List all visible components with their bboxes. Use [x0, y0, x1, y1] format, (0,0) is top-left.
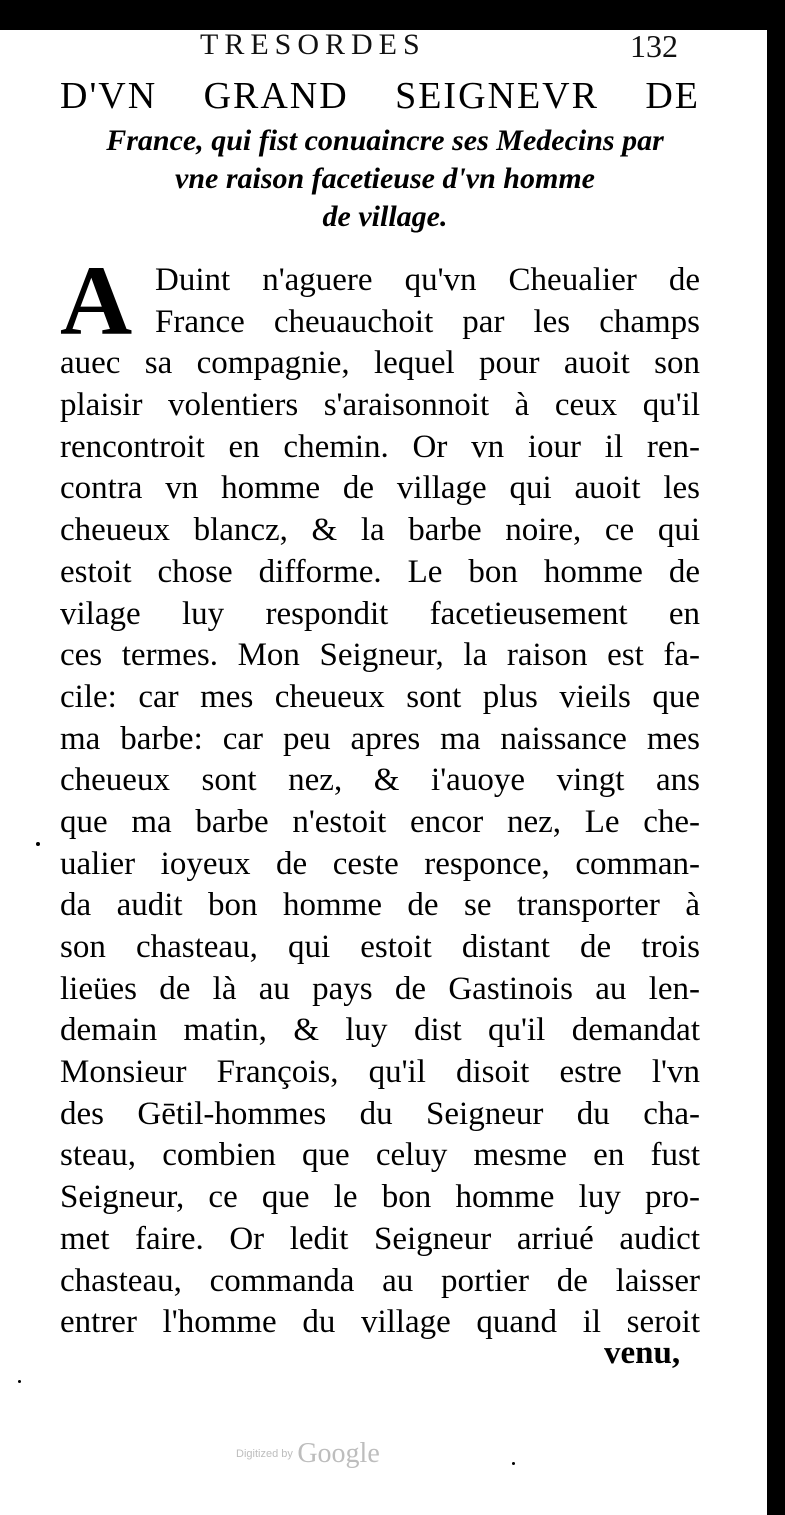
- digitization-watermark: [236, 1438, 380, 1470]
- text-line: cheueux sont nez, & i'auoye vingt ans: [60, 762, 700, 799]
- text-line: lieües de là au pays de Gastinois au len-: [60, 970, 700, 1007]
- ink-speck: [36, 842, 40, 846]
- watermark-prefix: Digitized by: [236, 1448, 293, 1460]
- text-line: estoit chose difforme. Le bon homme de: [60, 553, 700, 590]
- text-line: steau, combien que celuy mesme en fust: [60, 1137, 700, 1174]
- text-line: Duint n'aguere qu'vn Cheualier de: [155, 262, 700, 298]
- text-line: rencontroit en chemin. Or vn iour il ren-: [60, 428, 700, 465]
- chapter-title: D'VN GRAND SEIGNEVR DE: [60, 75, 700, 117]
- text-line: ma barbe: car peu apres ma naissance mes: [60, 720, 700, 757]
- running-head: TRESORDES: [200, 28, 426, 61]
- scan-top-border: [0, 0, 785, 30]
- text-line: auec sa compagnie, lequel pour auoit son: [60, 345, 700, 382]
- text-line: da audit bon homme de se transporter à: [60, 887, 700, 924]
- ink-speck: [512, 1462, 515, 1465]
- text-line: que ma barbe n'estoit encor nez, Le che-: [60, 803, 700, 840]
- subtitle-line: vne raison facetieuse d'vn homme: [175, 162, 595, 195]
- text-line: Seigneur, ce que le bon homme luy pro-: [60, 1179, 700, 1216]
- text-line: vilage luy respondit facetieusement en: [60, 595, 700, 632]
- google-logo: Google: [297, 1438, 380, 1469]
- body-text: [60, 260, 700, 1344]
- text-line: contra vn homme de village qui auoit les: [60, 470, 700, 507]
- text-line: France cheuauchoit par les champs: [155, 303, 700, 340]
- text-line: entrer l'homme du village quand il seroit: [60, 1304, 700, 1341]
- text-line: ces termes. Mon Seigneur, la raison est fa-: [60, 637, 700, 674]
- text-line: cheueux blancz, & la barbe noire, ce qui: [60, 512, 700, 549]
- drop-cap: A: [60, 245, 133, 356]
- scan-right-border: [767, 30, 785, 1515]
- text-line: demain matin, & luy dist qu'il demandat: [60, 1012, 700, 1049]
- text-line: chasteau, commanda au portier de laisser: [60, 1262, 700, 1299]
- text-line: met faire. Or ledit Seigneur arriué audict: [60, 1220, 700, 1257]
- text-line: Monsieur François, qu'il disoit estre l'vn: [60, 1054, 700, 1091]
- text-line: son chasteau, qui estoit distant de trois: [60, 929, 700, 965]
- text-line: plaisir volentiers s'araisonnoit à ceux qu'il: [60, 387, 700, 424]
- text-line: ualier ioyeux de ceste responce, comman-: [60, 845, 700, 882]
- ink-speck: [18, 1380, 21, 1383]
- text-line: des Gētil-hommes du Seigneur du cha-: [60, 1095, 700, 1132]
- page-number: 132: [630, 28, 678, 64]
- text-line: cile: car mes cheueux sont plus vieils que: [60, 678, 700, 715]
- catchword: venu,: [604, 1335, 681, 1371]
- subtitle-line: France, qui fist conuaincre ses Medecins par: [106, 124, 664, 157]
- subtitle-line: de village.: [322, 200, 448, 233]
- chapter-subtitle: [40, 122, 730, 236]
